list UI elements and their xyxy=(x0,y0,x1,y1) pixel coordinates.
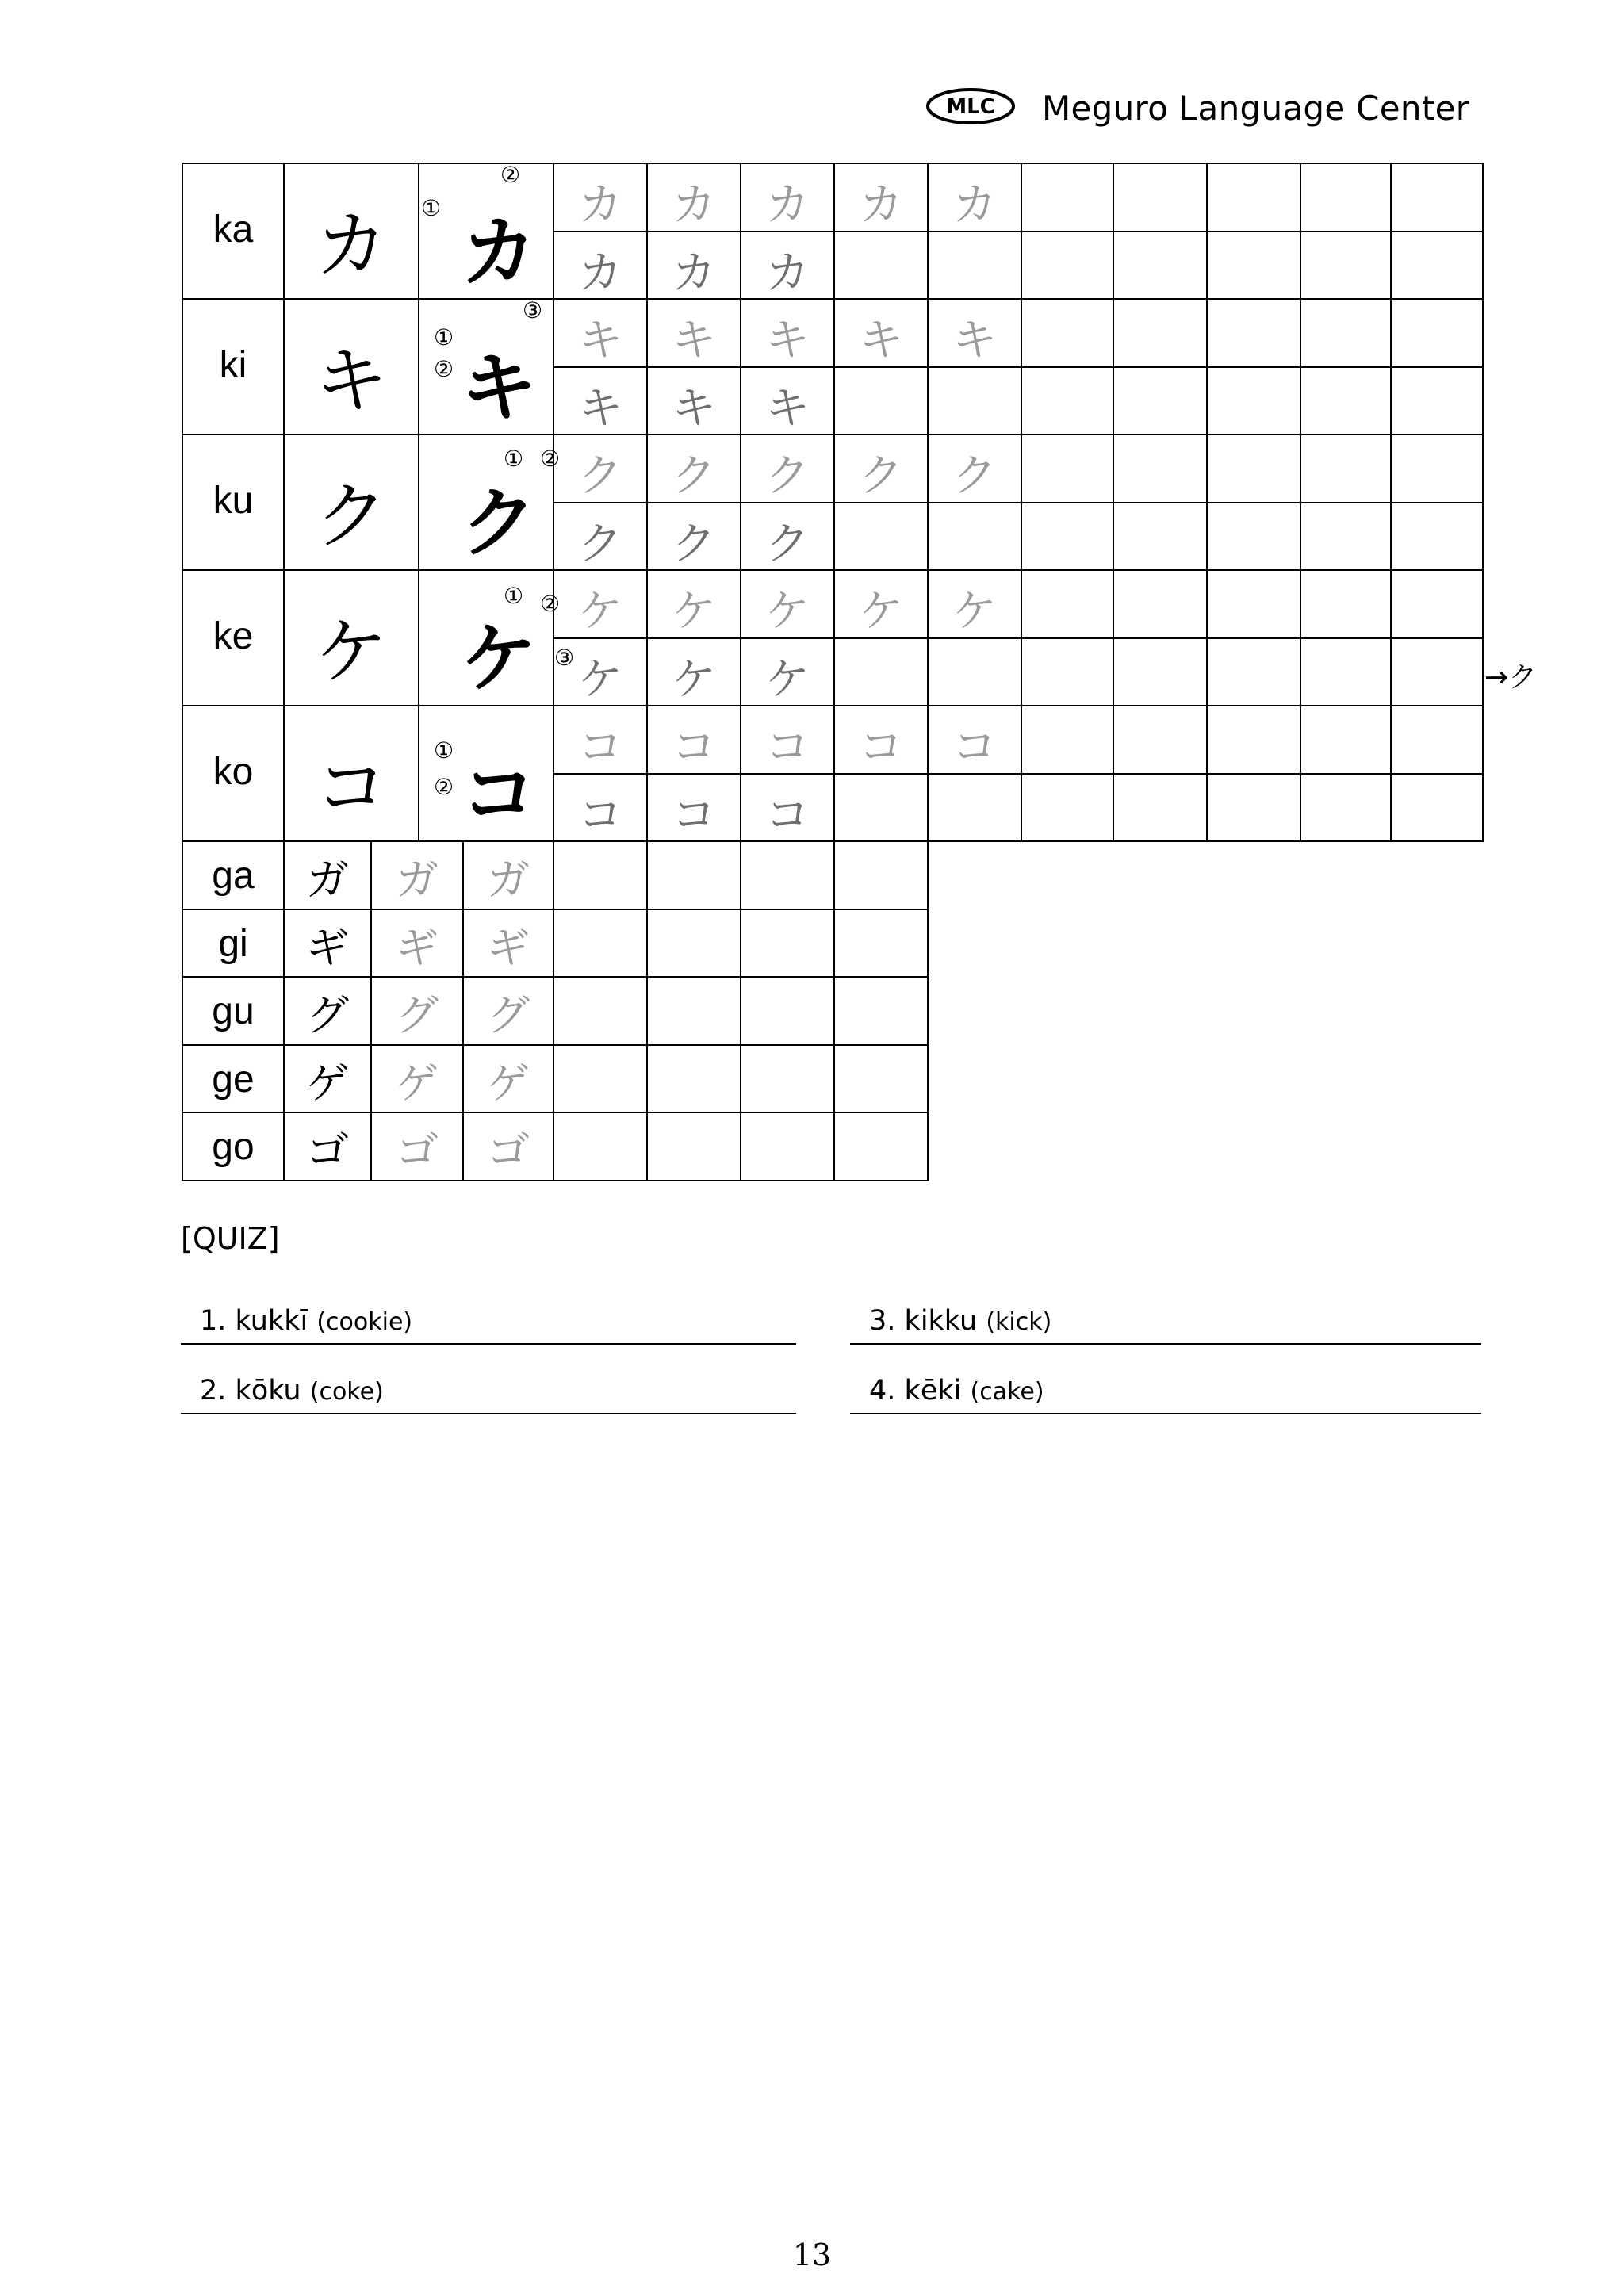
practice-cell[interactable] xyxy=(647,841,741,909)
handwritten-char: キ xyxy=(672,383,716,434)
logo-text: MLC xyxy=(946,95,995,119)
trace-char: ギ xyxy=(396,923,439,973)
handwritten-char: キ xyxy=(578,383,622,434)
trace-char: ゲ xyxy=(396,1058,439,1108)
trace-char: キ xyxy=(765,315,810,366)
practice-cell[interactable] xyxy=(553,977,647,1045)
stroke-number: ③ xyxy=(554,645,575,671)
practice-cell[interactable] xyxy=(928,232,1021,300)
trace-char: コ xyxy=(578,722,622,773)
katakana-char: グ xyxy=(306,990,349,1040)
romaji-label: ga xyxy=(212,855,255,897)
quiz-answer-line-3[interactable] xyxy=(850,1343,1481,1345)
stroke-number: ② xyxy=(434,774,454,800)
practice-cell[interactable] xyxy=(834,1045,928,1113)
practice-cell[interactable] xyxy=(1207,503,1300,571)
trace-char: ク xyxy=(859,450,903,502)
practice-cell[interactable] xyxy=(1300,163,1391,232)
trace-char: キ xyxy=(578,315,622,366)
practice-cell[interactable] xyxy=(834,841,928,909)
practice-cell[interactable] xyxy=(1207,706,1300,774)
practice-cell[interactable] xyxy=(1021,367,1113,435)
trace-char: コ xyxy=(672,722,716,773)
stroke-order-char: ケ xyxy=(461,614,537,703)
side-note: →ク xyxy=(1484,661,1538,694)
romaji-label: ko xyxy=(213,751,254,793)
katakana-char: ゲ xyxy=(306,1058,349,1108)
practice-cell[interactable] xyxy=(1021,434,1113,503)
practice-cell[interactable] xyxy=(928,503,1021,571)
romaji-label: gi xyxy=(218,923,248,965)
handwritten-char: ケ xyxy=(672,654,716,706)
practice-cell[interactable] xyxy=(834,367,928,435)
practice-cell[interactable] xyxy=(553,841,647,909)
practice-cell[interactable] xyxy=(1391,503,1483,571)
trace-char: ク xyxy=(765,450,810,502)
trace-char: カ xyxy=(952,179,997,231)
practice-cell[interactable] xyxy=(1021,163,1113,232)
quiz-number: 1. xyxy=(200,1305,227,1337)
quiz-item-4 xyxy=(869,1375,1044,1407)
trace-char: コ xyxy=(765,722,810,773)
stroke-number: ① xyxy=(504,446,524,472)
romaji-label: ke xyxy=(213,615,254,657)
handwritten-char: カ xyxy=(578,247,622,299)
handwritten-char: ク xyxy=(578,519,622,570)
stroke-order-char: カ xyxy=(461,208,537,297)
practice-cell[interactable] xyxy=(1207,163,1300,232)
practice-cell[interactable] xyxy=(741,909,834,978)
practice-cell[interactable] xyxy=(834,638,928,706)
practice-cell[interactable] xyxy=(553,1045,647,1113)
katakana-char: カ xyxy=(314,203,388,288)
page-header xyxy=(926,82,1481,133)
stroke-number: ② xyxy=(540,591,561,617)
quiz-answer-line-4[interactable] xyxy=(850,1413,1481,1414)
stroke-number: ① xyxy=(421,195,442,221)
practice-cell[interactable] xyxy=(1207,570,1300,638)
katakana-char: ゴ xyxy=(306,1126,349,1176)
quiz-hint: (kick) xyxy=(986,1308,1052,1336)
handwritten-char: ケ xyxy=(765,654,810,706)
practice-cell[interactable] xyxy=(1391,706,1483,774)
trace-char: ケ xyxy=(578,586,622,637)
stroke-number: ① xyxy=(504,583,524,609)
practice-cell[interactable] xyxy=(553,909,647,978)
trace-char: ギ xyxy=(487,923,530,973)
practice-cell[interactable] xyxy=(1391,774,1483,842)
quiz-number: 2. xyxy=(200,1375,227,1407)
trace-char: ガ xyxy=(487,855,530,905)
page-number: 13 xyxy=(792,2237,832,2272)
practice-cell[interactable] xyxy=(1300,570,1391,638)
romaji-label: ku xyxy=(213,480,254,522)
quiz-number: 3. xyxy=(869,1305,896,1337)
practice-cell[interactable] xyxy=(834,232,928,300)
practice-cell[interactable] xyxy=(834,503,928,571)
practice-cell[interactable] xyxy=(553,1112,647,1181)
practice-cell[interactable] xyxy=(1113,774,1207,842)
practice-cell[interactable] xyxy=(647,977,741,1045)
practice-cell[interactable] xyxy=(834,1112,928,1181)
handwritten-char: カ xyxy=(765,247,810,299)
practice-cell[interactable] xyxy=(1207,299,1300,367)
practice-cell[interactable] xyxy=(1113,367,1207,435)
practice-cell[interactable] xyxy=(1207,367,1300,435)
stroke-number: ① xyxy=(434,737,454,764)
practice-cell[interactable] xyxy=(741,841,834,909)
katakana-char: ク xyxy=(314,474,388,559)
practice-cell[interactable] xyxy=(1391,434,1483,503)
romaji-label: ka xyxy=(213,209,254,251)
practice-cell[interactable] xyxy=(1113,706,1207,774)
practice-cell[interactable] xyxy=(647,1045,741,1113)
practice-cell[interactable] xyxy=(1021,232,1113,300)
trace-char: キ xyxy=(672,315,716,366)
practice-cell[interactable] xyxy=(1391,367,1483,435)
trace-char: ガ xyxy=(396,855,439,905)
practice-cell[interactable] xyxy=(1391,299,1483,367)
quiz-word: kikku xyxy=(904,1305,978,1337)
practice-cell[interactable] xyxy=(1300,706,1391,774)
trace-char: コ xyxy=(952,722,997,773)
mlc-logo xyxy=(926,87,1015,125)
practice-cell[interactable] xyxy=(1300,299,1391,367)
quiz-word: kukkī xyxy=(235,1305,308,1337)
practice-cell[interactable] xyxy=(834,909,928,978)
practice-cell[interactable] xyxy=(1391,163,1483,232)
practice-cell[interactable] xyxy=(741,1045,834,1113)
stroke-number: ① xyxy=(434,324,454,350)
practice-cell[interactable] xyxy=(1113,232,1207,300)
practice-cell[interactable] xyxy=(834,774,928,842)
handwritten-char: ク xyxy=(765,519,810,570)
stroke-number: ③ xyxy=(523,297,543,323)
katakana-char: ケ xyxy=(314,610,388,695)
trace-char: カ xyxy=(765,179,810,231)
practice-cell[interactable] xyxy=(1021,706,1113,774)
handwritten-char: ク xyxy=(672,519,716,570)
practice-cell[interactable] xyxy=(1300,434,1391,503)
quiz-item-3 xyxy=(869,1305,1051,1337)
katakana-char: ギ xyxy=(306,923,349,973)
trace-char: グ xyxy=(396,990,439,1040)
practice-cell[interactable] xyxy=(1300,232,1391,300)
quiz-hint: (coke) xyxy=(309,1378,384,1406)
practice-cell[interactable] xyxy=(1113,570,1207,638)
practice-cell[interactable] xyxy=(1021,570,1113,638)
trace-char: ク xyxy=(952,450,997,502)
practice-cell[interactable] xyxy=(928,774,1021,842)
stroke-number: ② xyxy=(434,356,454,382)
handwritten-char: キ xyxy=(765,383,810,434)
quiz-item-1 xyxy=(200,1305,412,1337)
trace-char: ケ xyxy=(859,586,903,637)
quiz-answer-line-1[interactable] xyxy=(181,1343,796,1345)
handwritten-char: ケ xyxy=(578,654,622,706)
trace-char: ケ xyxy=(672,586,716,637)
trace-char: キ xyxy=(859,315,903,366)
quiz-item-2 xyxy=(200,1375,384,1407)
practice-cell[interactable] xyxy=(1300,367,1391,435)
practice-cell[interactable] xyxy=(741,977,834,1045)
katakana-char: キ xyxy=(314,339,388,423)
trace-char: ク xyxy=(672,450,716,502)
practice-cell[interactable] xyxy=(1113,503,1207,571)
katakana-char: ガ xyxy=(306,855,349,905)
trace-char: ケ xyxy=(765,586,810,637)
practice-cell[interactable] xyxy=(1021,774,1113,842)
stroke-order-char: ク xyxy=(461,479,537,568)
quiz-number: 4. xyxy=(869,1375,896,1407)
practice-cell[interactable] xyxy=(834,977,928,1045)
romaji-label: go xyxy=(212,1126,255,1168)
stroke-number: ② xyxy=(540,446,561,472)
trace-char: カ xyxy=(672,179,716,231)
practice-cell[interactable] xyxy=(1113,434,1207,503)
quiz-hint: (cookie) xyxy=(316,1308,413,1336)
stroke-order-char: キ xyxy=(461,343,537,432)
trace-char: ゲ xyxy=(487,1058,530,1108)
practice-cell[interactable] xyxy=(1021,299,1113,367)
practice-cell[interactable] xyxy=(1021,638,1113,706)
practice-cell[interactable] xyxy=(928,638,1021,706)
trace-char: ク xyxy=(578,450,622,502)
romaji-label: ge xyxy=(212,1058,255,1101)
quiz-title: [QUIZ] xyxy=(181,1221,280,1256)
practice-cell[interactable] xyxy=(1300,503,1391,571)
quiz-word: kōku xyxy=(235,1375,301,1407)
practice-cell[interactable] xyxy=(741,1112,834,1181)
romaji-label: ki xyxy=(219,344,247,386)
quiz-word: kēki xyxy=(904,1375,962,1407)
practice-cell[interactable] xyxy=(1207,434,1300,503)
practice-cell[interactable] xyxy=(1300,774,1391,842)
practice-cell[interactable] xyxy=(647,1112,741,1181)
trace-char: グ xyxy=(487,990,530,1040)
practice-cell[interactable] xyxy=(1113,299,1207,367)
trace-char: キ xyxy=(952,315,997,366)
practice-cell[interactable] xyxy=(1391,638,1483,706)
practice-cell[interactable] xyxy=(1391,232,1483,300)
org-name: Meguro Language Center xyxy=(1042,89,1470,128)
practice-cell[interactable] xyxy=(1207,232,1300,300)
practice-cell[interactable] xyxy=(1207,638,1300,706)
handwritten-char: コ xyxy=(765,790,810,841)
stroke-number: ② xyxy=(500,162,521,188)
trace-char: ゴ xyxy=(396,1126,439,1176)
trace-char: ケ xyxy=(952,586,997,637)
practice-cell[interactable] xyxy=(647,909,741,978)
quiz-answer-line-2[interactable] xyxy=(181,1413,796,1414)
handwritten-char: コ xyxy=(672,790,716,841)
katakana-char: コ xyxy=(314,745,388,830)
practice-cell[interactable] xyxy=(1391,570,1483,638)
trace-char: カ xyxy=(859,179,903,231)
practice-cell[interactable] xyxy=(1113,638,1207,706)
trace-char: ゴ xyxy=(487,1126,530,1176)
romaji-label: gu xyxy=(212,990,255,1032)
trace-char: カ xyxy=(578,179,622,231)
practice-cell[interactable] xyxy=(928,367,1021,435)
quiz-hint: (cake) xyxy=(970,1378,1044,1406)
handwritten-char: カ xyxy=(672,247,716,299)
practice-cell[interactable] xyxy=(1113,163,1207,232)
practice-cell[interactable] xyxy=(1300,638,1391,706)
handwritten-char: コ xyxy=(578,790,622,841)
trace-char: コ xyxy=(859,722,903,773)
stroke-order-char: コ xyxy=(461,750,537,839)
practice-cell[interactable] xyxy=(1207,774,1300,842)
practice-cell[interactable] xyxy=(1021,503,1113,571)
